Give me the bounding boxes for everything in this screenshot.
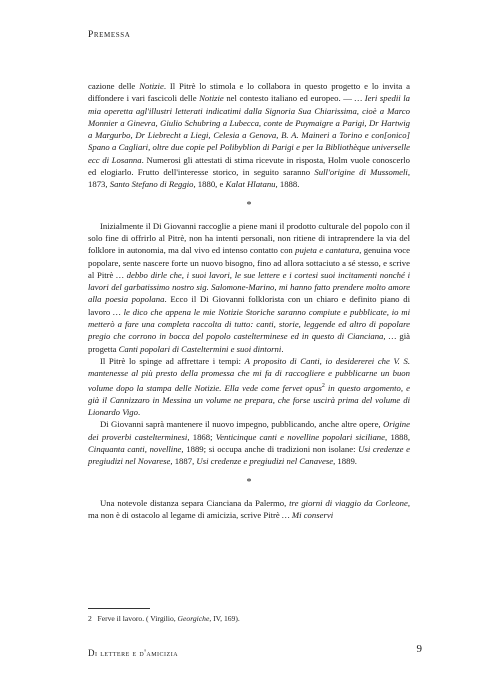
running-head: Premessa bbox=[88, 30, 131, 40]
section-separator: * bbox=[246, 476, 252, 488]
paragraph-5: Una notevole distanza separa Cianciana da Palermo, tre giorni di viaggio da Corleone, ma non è di ostacolo al legame di amicizia, scrive Pitrè … Mi conservi bbox=[88, 497, 411, 520]
paragraph-2: Inizialmente il Di Giovanni raccoglie a piene mani il prodotto culturale del popolo con il solo fine di offrirlo al Pitrè, non ha intenti personali, non ritiene di intraprendere la via del folklore in autonomia, ma dal vivo ed intenso contatto con pujeta e cantatura, genuina voce popolare, sente nascere forte un nuovo bisogno, fino ad allora sottaciuto a sé stesso, e scrive al Pitrè … debbo dirle che, i suoi lavori, le sue lettere e i cortesi suoi incitamenti nonché i lavori del garbatissimo nostro sig. Salomone-Marino, mi hanno fatto prendere molto amore alla poesia popolana. Ecco il Di Giovanni folklorista con un chiaro e definito piano di lavoro … le dico che appena le mie Notizie Storiche saranno compiute e pubblicate, io mi metterò a fare una completa raccolta di tutto: canti, storie, leggende ed altro di popolare pregio che corrono in bocca del popolo castelterminese ed in questo di Cianciana, … già progetta Canti popolari di Casteltermini e suoi dintorni. bbox=[88, 220, 411, 354]
paragraph-1: cazione delle Notizie. Il Pitrè lo stimola e lo collabora in questo progetto e lo invita a diffondere i vari fascicoli delle Notizie nel contesto italiano ed europeo. — … Ieri spedii la mia operetta agl'illustri letterati indicatimi dalla Signoria Sua Chiarissima, cioè a Marco Monnier a Ginevra, Giulio Schubring a Lubecca, conte de Puymaigre a Parigi, Dr Hartwig a Margurbo, Dr Liebrecht a Liegi, Celesia a Genova, B. A. Maineri a Torino e con[onico] Spano a Cagliari, oltre due copie pel Polibyblion di Parigi e per la Bibliothèque universelle ecc di Losanna. Numerosi gli attestati di stima ricevute in risposta, Holm vuole conoscerlo ed elogiarlo. Frutto dell'interesse storico, in seguito saranno Sull'origine di Mussomeli, 1873, Santo Stefano di Reggio, 1880, e Kalat Hlatanu, 1888. bbox=[88, 81, 410, 190]
footnote-marker: 2 bbox=[321, 382, 325, 389]
footnote: 2 Ferve il lavoro. ( Virgilio, Georgiche, IV, 169). bbox=[88, 614, 240, 623]
footnote-divider bbox=[88, 608, 150, 609]
running-foot: Di lettere e d'amicizia bbox=[88, 648, 179, 658]
footnote-number: 2 bbox=[88, 614, 92, 623]
main-text bbox=[88, 80, 410, 521]
paragraph-3: Il Pitrè lo spinge ad affrettare i tempi: A proposito di Canti, io desidererei che V. S. mantenesse al più presto della promessa che mi fa di raccogliere e pubblicarne un buon volume dopo la stampa delle Notizie. Ella vede come fervet opus$^2$ in questo argomento, e già il Cannizzaro in Messina un volume ne prepara, che forse uscirà prima del volume di Lionardo Vigo. bbox=[88, 355, 410, 418]
paragraph-4: Di Giovanni saprà mantenere il nuovo impegno, pubblicando, anche altre opere, Origine dei proverbi castelterminesi, 1868; Venticinque canti e novelline popolari siciliane, 1888, Cinquanta canti, novelline, 1889; si occupa anche di tradizioni non isolane: Usi credenze e pregiudizi nel Novarese, 1887, Usi credenze e pregiudizi nel Canavese, 1889. bbox=[88, 419, 410, 467]
section-separator: * bbox=[246, 199, 252, 211]
page-number: 9 bbox=[416, 643, 422, 655]
